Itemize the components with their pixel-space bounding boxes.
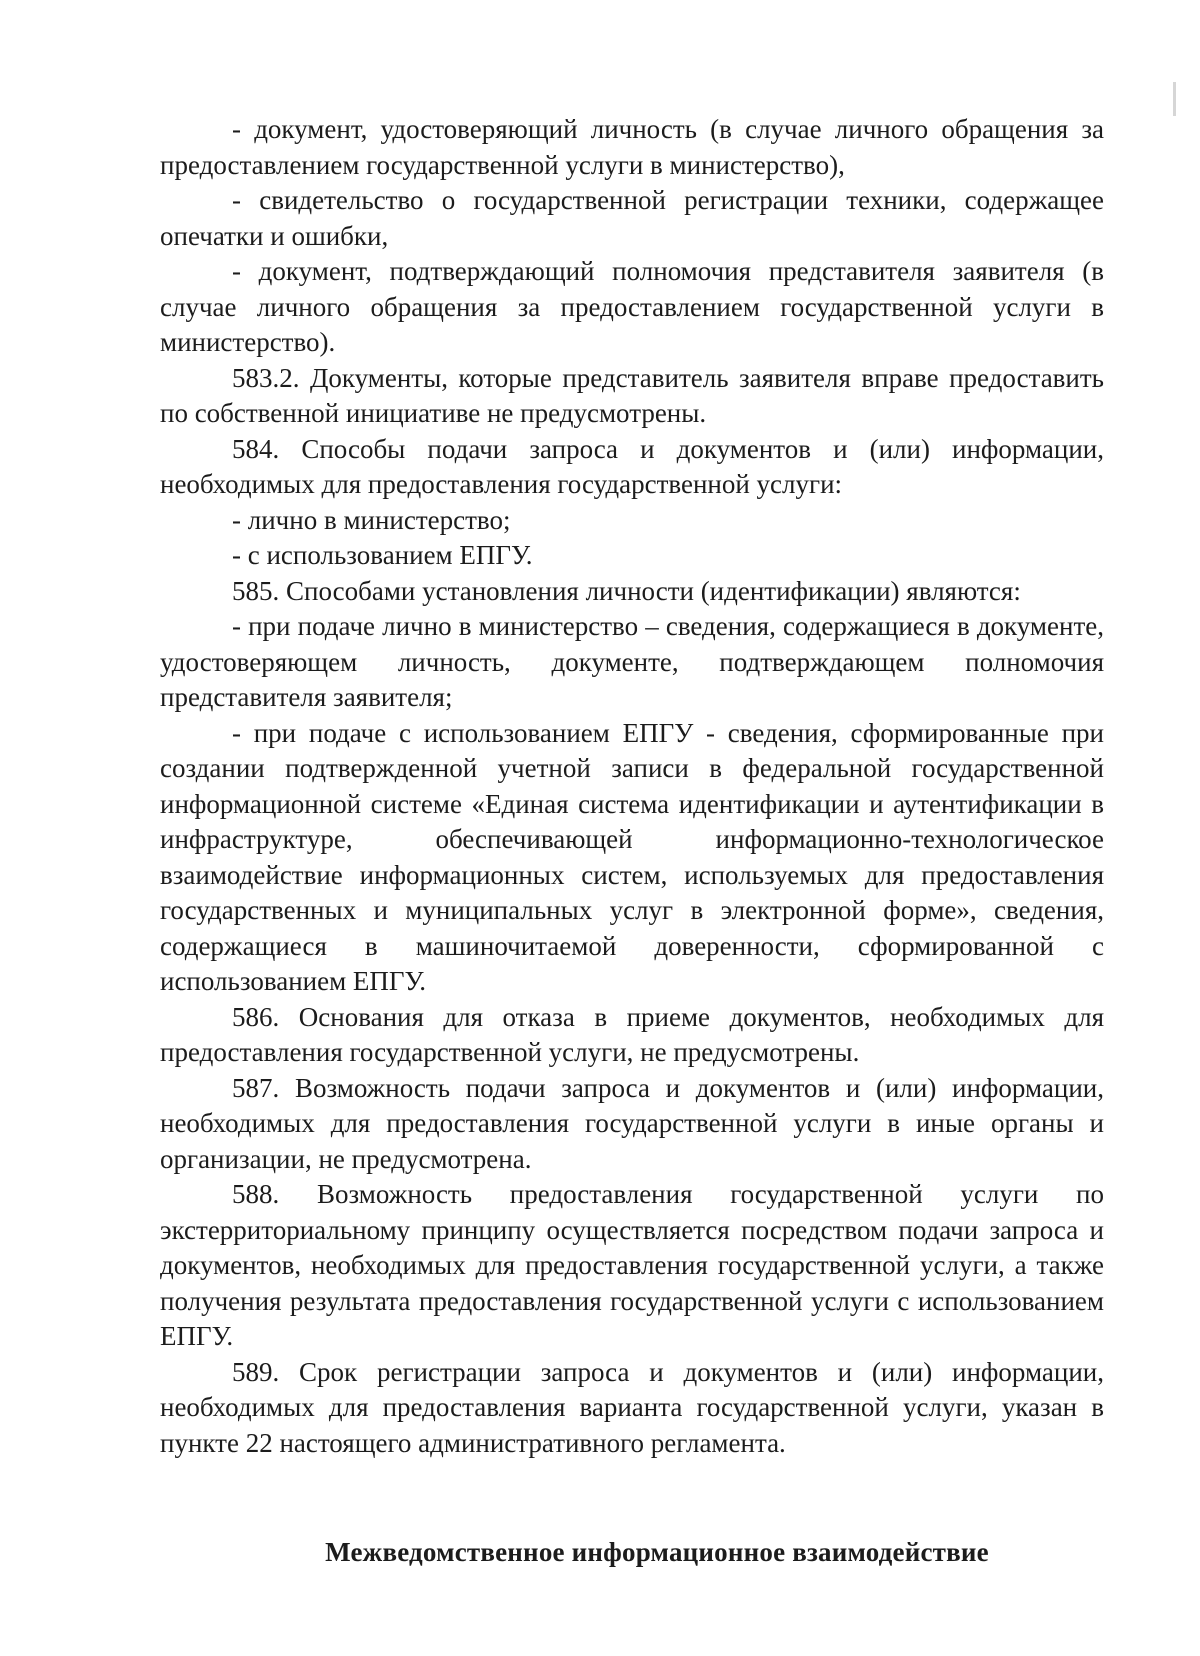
paragraph-588: 588. Возможность предоставления государственной услуги по экстерриториальному принципу осуществляется посредством подачи запроса и документов, необходимых для предоставления государственной услуги, а также получения результата предоставления государственной услуги с использованием ЕПГУ.	[160, 1179, 1104, 1351]
paragraph-589: 589. Срок регистрации запроса и документов и (или) информации, необходимых для предоставления варианта государственной услуги, указан в пункте 22 настоящего административного регламента.	[160, 1356, 1104, 1458]
paragraph-epgu-identification: - при подаче с использованием ЕПГУ - сведения, сформированные при создании подтвержденной учетной записи в федеральной государственной информационной системе «Единая система идентификации и аутентификации в инфраструктуре, обеспечивающей информационно-технологическое взаимодействие информационных систем, используемых для предоставления государственных и муниципальных услуг в электронной форме», сведения, содержащиеся в машиночитаемой доверенности, сформированной с использованием ЕПГУ.	[160, 717, 1104, 996]
document-page	[160, 112, 1104, 1571]
section-heading: Межведомственное информационное взаимодействие	[325, 1537, 989, 1567]
paragraph-585: 585. Способами установления личности (идентификации) являются:	[232, 575, 1021, 606]
paragraph-identity-document: - документ, удостоверяющий личность (в случае личного обращения за предоставлением государственной услуги в министерство),	[160, 114, 1104, 180]
paragraph-587: 587. Возможность подачи запроса и документов и (или) информации, необходимых для предоставления государственной услуги в иные органы и организации, не предусмотрена.	[160, 1072, 1104, 1174]
paragraph-583-2: 583.2. Документы, которые представитель заявителя вправе предоставить по собственной инициативе не предусмотрены.	[160, 362, 1104, 428]
paragraph-in-person-identification: - при подаче лично в министерство – сведения, содержащиеся в документе, удостоверяющем личность, документе, подтверждающем полномочия представителя заявителя;	[160, 611, 1104, 712]
scan-edge-mark	[1173, 82, 1176, 116]
paragraph-representative-authority: - документ, подтверждающий полномочия представителя заявителя (в случае личного обращения за предоставлением государственной услуги в министерство).	[160, 256, 1104, 357]
paragraph-epgu: - с использованием ЕПГУ.	[232, 540, 533, 570]
paragraph-584: 584. Способы подачи запроса и документов и (или) информации, необходимых для предоставления государственной услуги:	[160, 433, 1104, 499]
paragraph-586: 586. Основания для отказа в приеме документов, необходимых для предоставления государственной услуги, не предусмотрены.	[160, 1001, 1104, 1067]
paragraph-in-person: - лично в министерство;	[232, 504, 511, 535]
paragraph-registration-certificate: - свидетельство о государственной регистрации техники, содержащее опечатки и ошибки,	[160, 185, 1104, 251]
